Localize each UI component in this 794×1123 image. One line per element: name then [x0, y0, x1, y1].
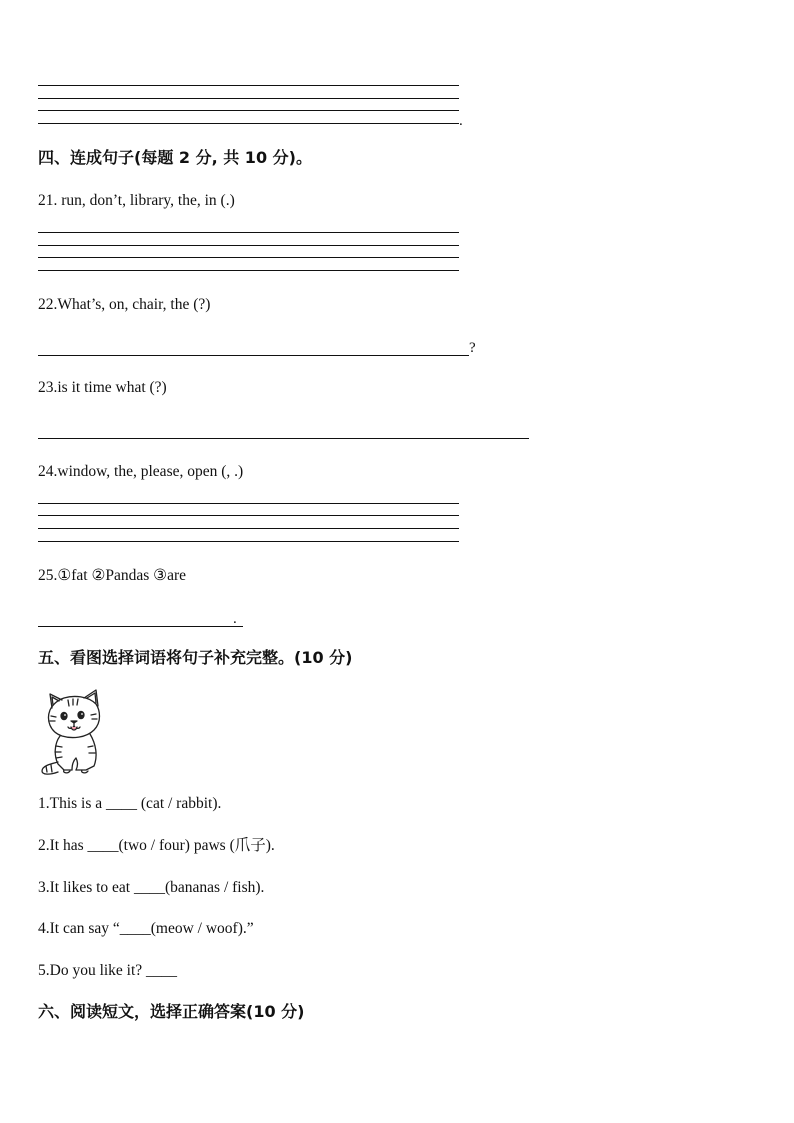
answer-line-22	[38, 355, 469, 356]
answer-25-end-mark: .	[233, 611, 237, 627]
section4-heading: 四、连成句子(每题 2 分, 共 10 分)。	[38, 148, 312, 167]
answer-line	[38, 98, 459, 99]
answer-line	[38, 503, 459, 504]
section5-item-4: 4.It can say “____(meow / woof).”	[38, 920, 254, 937]
question-25: 25.①fat ②Pandas ③are	[38, 567, 186, 584]
answer-line	[38, 245, 459, 246]
question-22: 22.What’s, on, chair, the (?)	[38, 296, 211, 313]
section5-item-5: 5.Do you like it? ____	[38, 962, 178, 979]
answer-line	[38, 257, 459, 258]
answer-line	[38, 110, 459, 111]
section5-item-1: 1.This is a ____ (cat / rabbit).	[38, 795, 222, 812]
question-24: 24.window, the, please, open (, .)	[38, 463, 244, 480]
answer-line	[38, 232, 459, 233]
answer-22-end-mark: ?	[469, 340, 476, 356]
section5-heading: 五、看图选择词语将句子补充完整。(10 分)	[38, 648, 353, 667]
answer-line	[38, 270, 459, 271]
answer-line	[38, 85, 459, 86]
section6-heading: 六、阅读短文，选择正确答案(10 分)	[38, 1002, 305, 1021]
cat-drawing-icon	[38, 686, 110, 776]
question-23: 23.is it time what (?)	[38, 379, 167, 396]
answer-line	[38, 528, 459, 529]
answer-line	[38, 123, 459, 124]
answer-end-mark: .	[459, 113, 463, 129]
answer-line	[38, 515, 459, 516]
answer-line-25	[38, 626, 243, 627]
answer-line	[38, 541, 459, 542]
section5-item-2: 2.It has ____(two / four) paws (爪子).	[38, 837, 275, 854]
question-21: 21. run, don’t, library, the, in (.)	[38, 192, 235, 209]
answer-line-23	[38, 438, 529, 439]
section5-item-3: 3.It likes to eat ____(bananas / fish).	[38, 879, 265, 896]
